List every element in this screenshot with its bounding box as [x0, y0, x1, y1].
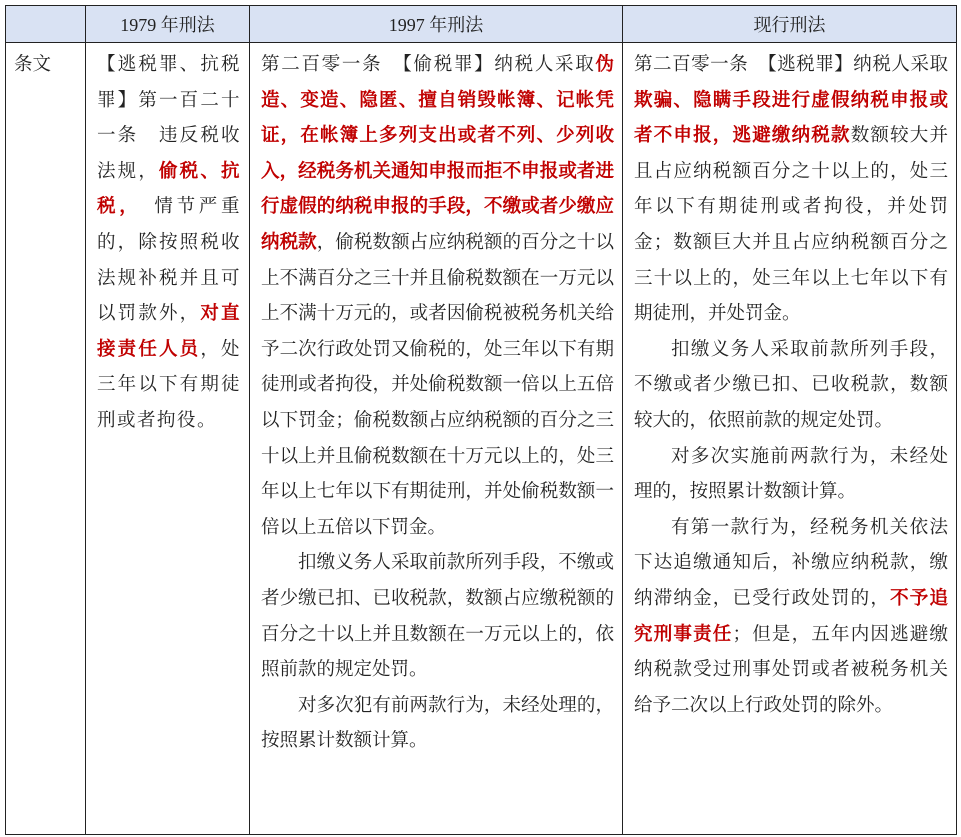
text-segment: ，偷税数额占应纳税额的百分之十以上不满百分之三十并且偷税数额在一万元以上不满十万元的，或者因偷税被税务机关给予二次行政处罚又偷税的，处三年以下有期徒刑或者拘役，并处偷税数额一倍以上五倍以下罚金；偷税数额占应纳税额的百分之三十以上并且偷税数额在十万元以上的，处三年以上七年以下有期徒刑，并处偷税数额一倍以上五倍以下罚金。 [261, 231, 614, 538]
text-segment: 有第一款行为，经税务机关依法下达追缴通知后，补缴应纳税款，缴纳滞纳金，已受行政处罚的， [634, 516, 948, 609]
paragraph [634, 439, 948, 510]
text-segment: 第二百零一条 【逃税罪】纳税人采取 [634, 54, 948, 75]
text-segment: 数额较大并且占应纳税额百分之十以上的，处三年以下有期徒刑或者拘役，并处罚金；数额巨大并且占应纳税额百分之三十以上的，处三年以上七年以下有期徒刑，并处罚金。 [634, 125, 948, 325]
text-segment: 【逃税罪、抗税罪】第一百二十一条 违反税收法规， [97, 54, 241, 182]
text-segment: ，处三年以下有期徒刑或者拘役。 [97, 338, 241, 431]
paragraph [261, 47, 614, 545]
paragraph [634, 47, 948, 332]
highlighted-text: 对直接责任人员 [97, 303, 241, 360]
table-row [6, 43, 957, 835]
paragraph [261, 545, 614, 687]
header-1979: 1979 年刑法 [86, 6, 250, 43]
header-row [6, 6, 957, 43]
highlighted-text: 欺骗、隐瞒手段进行虚假纳税申报或者不申报，逃避缴纳税款 [634, 89, 948, 147]
row-label: 条文 [6, 43, 86, 835]
cell-current [623, 43, 957, 835]
cell-1997 [250, 43, 623, 835]
text-segment: 扣缴义务人采取前款所列手段，不缴或者少缴已扣、已收税款，数额占应缴税额的百分之十以上并且数额在一万元以上的，依照前款的规定处罚。 [261, 552, 614, 681]
text-segment: 情节严重的，除按照税收法规补税并且可以罚款外， [97, 196, 241, 325]
text-segment: 对多次犯有前两款行为，未经处理的，按照累计数额计算。 [261, 694, 614, 752]
header-current: 现行刑法 [623, 6, 957, 43]
highlighted-text: 伪造、变造、隐匿、擅自销毁帐簿、记帐凭证，在帐簿上多列支出或者不列、少列收入，经税务机关通知申报而拒不申报或者进行虚假的纳税申报的手段，不缴或者少缴应纳税款 [261, 54, 614, 253]
highlighted-text: 偷税、抗税， [97, 160, 241, 218]
paragraph [97, 47, 241, 439]
text-segment: ；但是，五年内因逃避缴纳税款受过刑事处罚或者被税务机关给予二次以上行政处罚的除外。 [634, 623, 948, 716]
text-segment: 第二百零一条 【偷税罪】纳税人采取 [261, 54, 596, 75]
highlighted-text: 不予追究刑事责任 [634, 587, 948, 645]
header-blank [6, 6, 86, 43]
law-comparison-table [5, 5, 957, 835]
cell-1979 [86, 43, 250, 835]
paragraph [634, 510, 948, 724]
paragraph [261, 688, 614, 759]
text-segment: 扣缴义务人采取前款所列手段，不缴或者少缴已扣、已收税款，数额较大的，依照前款的规定处罚。 [634, 338, 948, 431]
text-segment: 对多次实施前两款行为，未经处理的，按照累计数额计算。 [634, 445, 948, 503]
paragraph [634, 332, 948, 439]
header-1997: 1997 年刑法 [250, 6, 623, 43]
